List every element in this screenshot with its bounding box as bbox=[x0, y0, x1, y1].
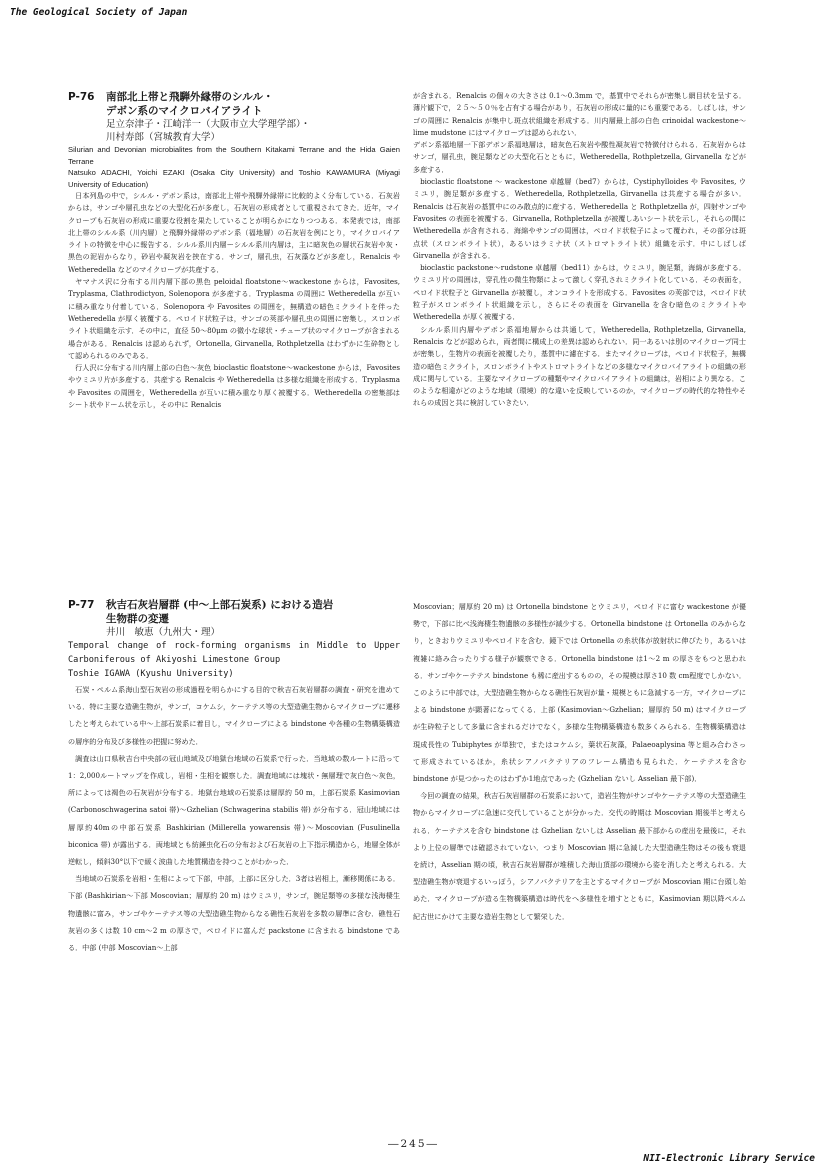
p76-left-column bbox=[68, 90, 400, 411]
p76-authors-line1: 足立奈津子・江崎洋一（大阪市立大学理学部）・ bbox=[106, 119, 311, 130]
p76-right-para: シルル系川内層やデボン系福地層からは共通して，Wetheredella, Rothpletzella, Girvanella, Renalcis などが認められ，両者間に構成上の差異は認められない．同一あるいは別のマイクロープ同士が密集し，生物片の表面を被覆したり，基質中に濾在する．またマイクロープは，ペロイド状粒子，無構造の暗色ミクライト，スロンボライトやストロマトライトなどの多様なマイクロバイアライトの組織の形成に関与している．主要なマイクロープの種類やマイクロバイアライトの組織は，岩相により異なる．このような相違がどのような地域（環境）的な違いを反映しているのか，マイクロープの時代的な特性やそれらの成因と共に検討していきたい． bbox=[413, 324, 746, 408]
p77-en-authors: Toshie IGAWA (Kyushu University) bbox=[68, 669, 234, 679]
p76-english-title bbox=[68, 144, 400, 190]
p77-right-para: Moscovian；層厚約 20 m) は Ortonella bindstone とウミユリ，ペロイドに富む wackestone が優勢で，下部に比べ浅海棲生物遺骸の多様性が減少する．Ortonella bindstone は Ortonella のみからなり，ときおりウミユリやペロイドを含む．鏡下では Ortonella の糸状体が放射状に伸びたり，あるいは複雑に絡み合ったりする様子が観察できる．Ortonella bindstone は1～2 m の厚さをもつと思われる．サンゴやケーテテス bindstone も稀に産出するものの，その規模は厚さ10 数 cm程度でしかない．このように中部では，大型造礁生物からなる礁性石灰岩が量・規模ともに急減する一方，マイクロープによる bindstone が顕著になってくる．上部 (Kasimovian～Gzhelian；層厚約 50 m) はマイクロープが生砕粒子として多量に含まれるだけでなく，多様な生物構築構造も数多くみられる．生物構築構造は現成長性の Tubiphytes が単独で，またはコケムシ，葉状石灰藻，Palaeoaplysina 等と組み合わさって形成されているほか，糸状シアノバクテリアのフレーム構造も見られた．ケーテテスを含む bindstone が見つかったのはわずか1地点であった (Gzhelian ないし Asselian 最下部)． bbox=[413, 602, 746, 784]
p77-authors: 井川 敏恵（九州大・理） bbox=[106, 627, 221, 638]
p77-right-para: 今回の調査の結果，秋吉石灰岩層群の石炭系において，造岩生物がサンゴやケーテテス等の大型造礁生物からマイクロープに急速に交代していることが分かった．交代の時期は Moscovian 期後半と考えられる．ケーテテスを含む bindstone は Gzhelian ないしは Asselian 最下部からの産出を最後に，それより上位の層準では確認されていない．つまり Moscovian 期に急減した大型造礁生物はその後も衰退を続け，Asselian 期の頃，秋吉石灰岩層群が堆積した海山頂部の環境から姿を消したと考えられる．大型造礁生物が衰退するいっぽう，シアノバクテリアを主とするマイクロープが Moscovian 期に台頭し始めた．マイクロープが造る生物構築構造は時代をへ多様性を増すとともに，Kasimovian 期以降ペルム紀古世にかけて主要な造岩生物として繁栄した． bbox=[413, 791, 746, 921]
p76-title-line2: デボン系のマイクロバイアライト bbox=[106, 105, 263, 117]
p77-left-para: 石炭・ペルム系海山型石灰岩の形成過程を明らかにする目的で秋吉石灰岩層群の調査・研究を進めている．特に主要な造礁生物が，サンゴ，コケムシ，ケーテテス等の大型造礁生物からマイクロープに遷移したと考えられている中～上部石炭系に着目し，マイクロープによる bindstone や各種の生物構築構造の層序的分布及び多様性の把握に努めた． bbox=[68, 685, 400, 746]
p76-en-title-text: Silurian and Devonian microbialites from the Southern Kitakami Terrane and the Hida Gaien Terrane bbox=[68, 145, 400, 166]
p76-title bbox=[68, 90, 400, 118]
p77-left-para: 調査は山口県秋吉台中央部の冠山地域及び地獄台地域の石炭系で行った．当地域の数ルートに沿って1：2,000ルートマップを作成し，岩相・生相を観察した．調査地域には塊状・無層理で灰白色～灰色，所によっては褐色の石灰岩が分布する．地獄台地域の石炭系は層厚約 50 m，上部石炭系 Kasimovian (Carbonoschwagerina satoi 帯)～Gzhelian (Schwagerina stabilis 帯) が分布する．冠山地域には層厚約40mの中部石炭系 Bashkirian (Millerella yowarensis 帯)～Moscovian (Fusulinella biconica 帯) が露出する．両地域とも紡錘虫化石の分布および石灰岩の上下指示構造から，地層全体が逆転し，傾斜30°以下で緩く波曲した地質構造を持つことがわかった． bbox=[68, 753, 400, 867]
p76-right-para: が含まれる．Renalcis の個々の大きさは 0.1～0.3mm で，基質中でそれらが密集し網目状を呈する．薄片観下で，２５～５０％を占有する場合があり，石灰岩の形成に量的にも重要である．しばしは，サンゴの周囲に Renalcis が集中し斑点状組織を形成する．川内層最上部の白色 crinoidal wackestone～lime mudstone にはマイクロープは認められない． bbox=[413, 91, 746, 137]
journal-header: The Geological Society of Japan bbox=[10, 7, 188, 18]
p76-right-para: デボン系福地層一下部デボン系福地層は，暗灰色石灰岩や酸性凝灰岩で特徴付けられる．石灰岩からはサンゴ，層孔虫，腕足類などの大型化石とともに，Wetheredella, Rothpletzella, Girvanella などが多産する． bbox=[413, 140, 746, 174]
p77-title-line2: 生物群の変遷 bbox=[106, 613, 169, 625]
p77-number: P-77 bbox=[68, 599, 95, 611]
p77-title bbox=[68, 598, 400, 626]
p76-authors-line2: 川村寿郎（宮城教育大学） bbox=[106, 132, 221, 143]
p77-english-title bbox=[68, 639, 400, 681]
p76-left-para: ヤマナス沢に分布する川内層下部の黒色 peloidal floatstone～wackestone からは，Favosites, Tryplasma, Clathrodictyon, Solenopora が多産する．Tryplasma の周囲に Wetheredella が互いに積み重なり付着している．Solenopora や Favosites の周囲を，無構造の暗色ミクライトを伴った Wetheredella が厚く被覆する．ペロイド状粒子は，サンゴの莢部や層孔虫の周囲に密集し，スロンボライト状組織を示す．その中に，直径 50～80μm の微小な球状・チューブ状のマイクロープが含まれる場合がある．Renalcis は認められず，Ortonella, Girvanella, Rothpletzella はわずかに生砕物として認められるのみである． bbox=[68, 277, 400, 360]
p77-left-column bbox=[68, 598, 400, 956]
p76-title-line1: 南部北上帯と飛騨外縁帯のシルル・ bbox=[106, 91, 274, 103]
p77-left-body bbox=[68, 681, 400, 956]
p76-left-para: 行人沢に分布する川内層上部の白色～灰色 bioclastic floatstone～wackestone からは，Favosites やウミユリ片が多産する．共産する Renalcis や Wetheredella は多様な組織を形成する．Tryplasma や Favosites の周囲を，Wetheredella が互いに積み重なり厚く被覆する．Wetheredella の密集部はシート状やドーム状を示し，その中に Renalcis bbox=[68, 363, 400, 410]
p77-en-title-text: Temporal change of rock-forming organisms in Middle to Upper Carboniferous of Akiyoshi Limestone Group bbox=[68, 641, 400, 665]
p76-right-column bbox=[413, 90, 746, 410]
p76-number: P-76 bbox=[68, 91, 95, 103]
p76-en-authors: Natsuko ADACHI, Yoichi EZAKI (Osaka City University) and Toshio KAWAMURA (Miyagi University of Education) bbox=[68, 168, 400, 189]
page-number: ―245― bbox=[387, 1138, 440, 1150]
library-footer: NII-Electronic Library Service bbox=[643, 1153, 815, 1164]
p76-right-para: bioclastic floatstone ～ wackestone 卓越層（bed7）からは，Cystiphylloides や Favosites, ウミユリ，腕足類が多産する．Wetheredella, Rothpletzella, Girvanella は共産する場合が多い．Renalcis は石灰岩の基質中にのみ散点的に産する．Wetheredella と Rothpletzella が，四射サンゴや Favosites の表面を被覆する．Girvanella, Rothpletzella が被覆しあいシート状を示し，それらの間に Wetheredella が含有される．海綿やサンゴの周囲は，ペロイド状粒子によって覆われ，その部分は斑点状（スロンボライト状），あるいはラミナ状（ストロマトライト状）組織を示す．中にしばしば Girvanella が含まれる． bbox=[413, 177, 746, 260]
p77-left-para: 当地域の石炭系を岩相・生相によって下部，中部，上部に区分した．3者は岩相上，漸移関係にある．下部 (Bashkirian～下部 Moscovian；層厚約 20 m) はウミユリ，サンゴ，腕足類等の多様な浅海棲生物遺骸に富み，サンゴやケーテテス等の大型造礁生物からなる礁性石灰岩を多数の層準に含む．礁性石灰岩の多くは数 10 cm～2 m の厚さで，ペロイドに富んだ packstone に含まれる bindstone である．中部 (中部 Moscovian～上部 bbox=[68, 874, 400, 953]
p77-title-line1: 秋吉石灰岩層群 (中～上部石炭系) における造岩 bbox=[106, 599, 334, 611]
p76-right-para: bioclastic packstone～rudstone 卓越層（bed11）からは，ウミユリ，腕足類，海綿が多産する．ウミユリ片の周囲は，穿孔性の微生物類によって激しく穿孔されミクライト化している．その表面を，ペロイド状粒子と Girvanella が被覆し，オンコライトを形成する．Favosites の莢部では，ペロイド状粒子がスロンボライト状組織を示し，さらにその表面を Girvanella を含む暗色のミクライトや Wetheredella が厚く被覆する． bbox=[413, 263, 746, 322]
p77-right-column bbox=[413, 598, 746, 925]
p76-left-para: 日本列島の中で，シルル・デボン系は，南部北上帯や飛騨外縁帯に比較的よく分布している．石灰岩からは，サンゴや層孔虫などの大型化石が多産し，石灰岩の形成者として重視されてきた．近年，マイクロープも石灰岩の形成に重要な役割を果たしていることが明らかになりつつある．本発表では，南部北上帯のシルル系（川内層）と飛騨外縁帯のデボン系（福地層）の石灰岩を例にとり，マイクロバイアライトの特徴を中心に報告する．シルル系川内層ーシルル系川内層は，主に暗灰色の層状石灰岩や灰・黒色の泥岩からなり，砂岩や凝灰岩を挟在する．サンゴ，層孔虫，石灰藻などが多産し，Renalcis や Wetheredella などのマイクロープが共産する． bbox=[68, 191, 400, 274]
